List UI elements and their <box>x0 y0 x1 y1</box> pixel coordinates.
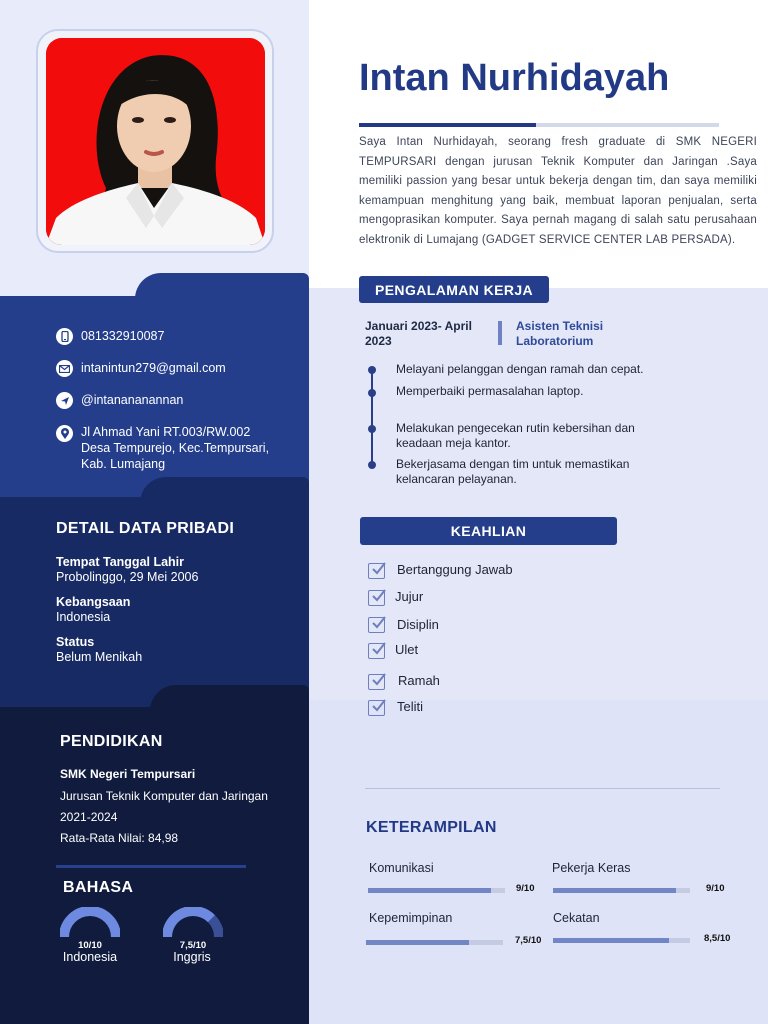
skill-bar-fill <box>553 888 676 893</box>
skill-bar-label: Komunikasi <box>369 861 434 875</box>
skill-bar-track <box>368 888 505 893</box>
social-handle: @intanananannan <box>81 393 184 407</box>
detail-label: Status <box>56 635 95 649</box>
candidate-name: Intan Nurhidayah <box>359 57 670 99</box>
skill-item: Teliti <box>397 699 424 714</box>
experience-section-title: PENGALAMAN KERJA <box>359 276 549 303</box>
skill-bar-label: Kepemimpinan <box>369 911 453 925</box>
address-line: Jl Ahmad Yani RT.003/RW.002 <box>81 425 251 439</box>
keterampilan-section-title: KETERAMPILAN <box>366 819 497 836</box>
phone-icon <box>56 328 73 345</box>
school-major: Jurusan Teknik Komputer dan Jaringan <box>60 789 268 803</box>
timeline-dot <box>368 366 376 374</box>
skill-bar-fill <box>368 888 491 893</box>
name-underline-accent <box>359 123 536 127</box>
checkbox-icon <box>368 674 385 690</box>
detail-value: Indonesia <box>56 610 111 624</box>
language-section-title: BAHASA <box>63 879 134 896</box>
timeline-dot <box>368 461 376 469</box>
send-icon <box>56 392 73 409</box>
school-years: 2021-2024 <box>60 810 118 824</box>
phone-number: 081332910087 <box>81 329 165 343</box>
skill-bar-score: 8,5/10 <box>704 933 731 944</box>
detail-label: Kebangsaan <box>56 595 131 609</box>
language-name: Indonesia <box>62 950 118 964</box>
skill-bar-track <box>366 940 503 945</box>
skill-bar-label: Pekerja Keras <box>552 861 631 875</box>
experience-divider <box>498 321 502 345</box>
skill-bar-fill <box>553 938 669 943</box>
skill-bar-track <box>553 888 690 893</box>
skill-item: Bertanggung Jawab <box>397 562 513 577</box>
experience-bullet: Memperbaiki permasalahan laptop. <box>396 384 584 398</box>
skill-bar-track <box>553 938 690 943</box>
detail-label: Tempat Tanggal Lahir <box>56 555 185 569</box>
profile-photo <box>46 38 265 245</box>
profile-summary: Saya Intan Nurhidayah, seorang fresh graduate di SMK NEGERI TEMPURSARI dengan jurusan Teknik Komputer dan Jaringan .Saya memiliki passion yang besar untuk bekerja dengan tim, dan saya memiliki kemampuan menghitung yang baik, membuat laporan penjualan, serta mengoprasikan komputer. Saya pernah magang di salah satu perusahaan elektronik di Lumajang (GADGET SERVICE CENTER LAB PERSADA). <box>359 136 757 246</box>
language-name: Inggris <box>173 950 211 964</box>
detail-value: Probolinggo, 29 Mei 2006 <box>56 570 199 584</box>
checkbox-icon <box>368 617 385 633</box>
address-block <box>81 424 296 472</box>
detail-section-title: DETAIL DATA PRIBADI <box>56 520 235 537</box>
email-address: intanintun279@gmail.com <box>81 361 226 375</box>
experience-bullet: Melakukan pengecekan rutin kebersihan dan keadaan meja kantor. <box>396 421 635 450</box>
language-score: 10/10 <box>78 940 102 951</box>
location-icon <box>56 425 73 442</box>
skills-section-title: KEAHLIAN <box>360 517 617 545</box>
education-section-title: PENDIDIKAN <box>60 733 163 750</box>
portrait-illustration <box>46 38 265 245</box>
experience-date: Januari 2023- April 2023 <box>365 319 472 348</box>
skill-bar-score: 9/10 <box>706 883 725 894</box>
address-line: Desa Tempurejo, Kec.Tempursari, <box>81 441 270 455</box>
skill-bar-score: 9/10 <box>516 883 535 894</box>
skill-bar-fill <box>366 940 469 945</box>
school-grade: Rata-Rata Nilai: 84,98 <box>60 831 179 845</box>
checkbox-icon <box>368 700 385 716</box>
section-divider <box>365 788 720 789</box>
experience-role: Asisten Teknisi Laboratorium <box>516 319 604 348</box>
address-line: Kab. Lumajang <box>81 457 166 471</box>
timeline-dot <box>368 389 376 397</box>
language-score: 7,5/10 <box>179 940 207 951</box>
school-name: SMK Negeri Tempursari <box>60 767 196 781</box>
skill-item: Disiplin <box>397 617 439 632</box>
skill-bar-score: 7,5/10 <box>515 935 542 946</box>
skill-item: Ramah <box>398 673 440 688</box>
skill-item: Ulet <box>395 642 419 657</box>
detail-value: Belum Menikah <box>56 650 143 664</box>
checkbox-icon <box>368 563 385 579</box>
checkbox-icon <box>368 590 385 606</box>
language-gauge-indonesia <box>60 907 120 939</box>
experience-bullet: Bekerjasama dengan tim untuk memastikan kelancaran pelayanan. <box>396 457 630 486</box>
skill-item: Jujur <box>395 589 424 604</box>
experience-bullet: Melayani pelanggan dengan ramah dan cepat. <box>396 362 644 376</box>
timeline-dot <box>368 425 376 433</box>
skill-bar-label: Cekatan <box>553 911 600 925</box>
email-icon <box>56 360 73 377</box>
education-divider <box>56 865 246 868</box>
right-middle-background <box>309 288 768 700</box>
language-gauge-inggris <box>163 907 223 939</box>
experience-timeline-line <box>371 368 373 466</box>
checkbox-icon <box>368 643 385 659</box>
name-underline-muted <box>536 123 719 127</box>
